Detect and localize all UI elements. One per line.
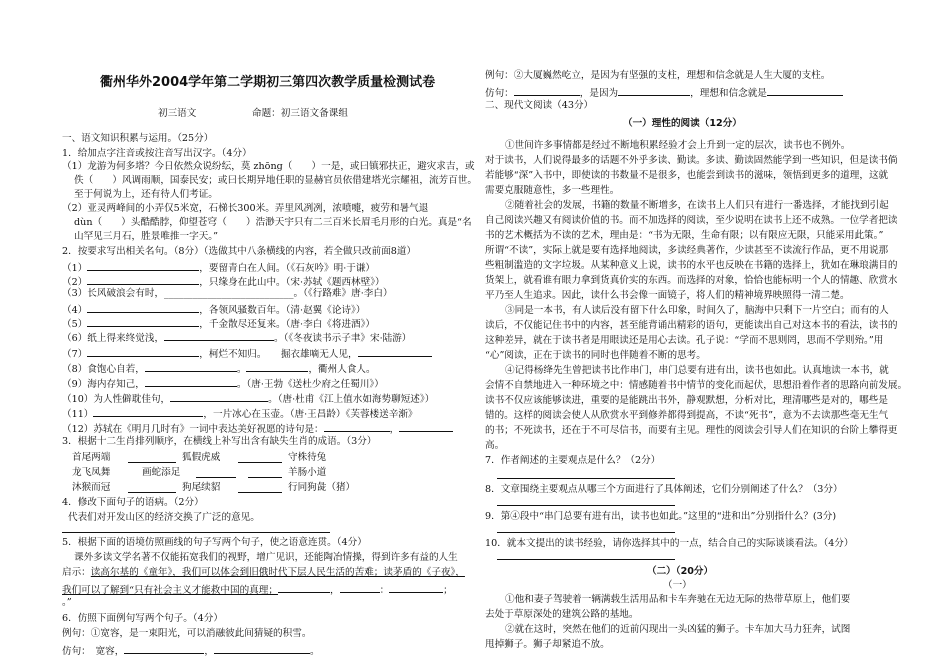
answer-blank[interactable] bbox=[767, 85, 843, 96]
question-3: 3．根据十二生肖排列顺序，在横线上补写出含有缺失生肖的成语。（3分） bbox=[62, 436, 377, 447]
passage-line: 若能够“深”入书中，即使读的书数量不是很多，也能尝到读书的滋味，领悟到更多的道理，这就 bbox=[485, 170, 889, 181]
answer-blank[interactable] bbox=[340, 582, 380, 593]
passage-line: 去处于草原深处的建筑公路的基地。 bbox=[485, 609, 639, 620]
passage-line: 些粗制滥造的文字垃圾。从某种意义上说，读书的水平也反映在书籍的选择上，犹如在琳琅满目的 bbox=[485, 260, 898, 271]
answer-line: （4） ，各领风骚数百年。（清·赵翼《论诗》） bbox=[62, 302, 365, 317]
passage-line: 的书；不死读书，还在于不可尽信书，而要有主见。理性的阅读会引导人们在知识的台阶上攀得更 bbox=[485, 425, 898, 436]
passage-title: （一）理性的阅读（12分） bbox=[623, 118, 742, 129]
answer-blank[interactable] bbox=[278, 582, 330, 593]
passage-line: ①世间许多事情都是经过不断地积累经验才会上升到一定的层次，读书也不例外。 bbox=[505, 140, 851, 151]
passage-line: ②随着社会的发展，书籍的数量不断增多，在读书上人们只有进行一番选择，才能找到引起 bbox=[505, 200, 889, 211]
idiom-item: 画蛇添足 bbox=[142, 467, 181, 478]
passage-line: ②就在这时，突然在他们的近前闪现出一头凶猛的狮子。卡车加大马力狂奔，试图 bbox=[505, 624, 851, 635]
answer-blank[interactable] bbox=[87, 260, 199, 271]
text-line: 我们可以了解到“只有社会主义才能救中国的真理； ， ： ； bbox=[62, 582, 453, 597]
passage-line: 读书不仅应该能够读进，重要的是能跳出书外，静观默想，分析对比，理清哪些是对的，哪些是 bbox=[485, 395, 888, 406]
passage-line: 自己阅读兴趣又有阅读价值的书。而不加选择的阅读，至少说明在读书上还不成熟。一位学者把读 bbox=[485, 215, 898, 226]
answer-line: （7） ，柯烂不知归。 掘衣雄嘀无人见， bbox=[62, 346, 432, 361]
question-2: 2．按要求写出相关名句。（8分）（选做其中八条横线的内容，若全做只改前面8道） bbox=[62, 246, 417, 257]
answer-rule[interactable] bbox=[62, 532, 330, 533]
section-subheading: （二）（20分） bbox=[647, 566, 714, 577]
idiom-item: 羊肠小道 bbox=[288, 467, 327, 478]
answer-rule[interactable] bbox=[497, 505, 675, 506]
passage-line: 平乃至人生追求。因此，读什么书会像一面镜子，将人们的精神境界映照得一清二楚。 bbox=[485, 290, 850, 301]
passage-line: 甩掉狮子。狮子却紧追不放。 bbox=[485, 639, 610, 650]
idiom-item: 狐假虎威 bbox=[182, 452, 221, 463]
question-4: 4．修改下面句子的语病。（2分） bbox=[62, 497, 204, 508]
answer-line: 仿句： ，是因为 ，理想和信念就是 bbox=[485, 85, 843, 100]
answer-line: （11） ，一片冰心在玉壶。（唐·王昌龄）《芙蓉楼送辛渐》 bbox=[62, 406, 418, 421]
exam-subject: 初三语文 bbox=[158, 108, 197, 119]
question-1: 1．给加点字注音或按注音写出汉字。（4分） bbox=[62, 148, 252, 159]
section-heading: 二、现代文阅读（43分） bbox=[485, 100, 594, 111]
passage-line: 读后，不仅能记住书中的内容，甚至能背诵出精彩的语句，更能读出自己对这本书的看法，读书的 bbox=[485, 320, 898, 331]
answer-blank[interactable] bbox=[389, 582, 443, 593]
answer-blank[interactable] bbox=[170, 391, 268, 402]
answer-blank[interactable] bbox=[618, 85, 690, 96]
answer-line: （9）海内存知己， 。（唐·王勃《送杜少府之任蜀川》） bbox=[62, 376, 384, 391]
answer-blank[interactable] bbox=[214, 643, 310, 654]
section-heading: 一、语文知识积累与运用。（25分） bbox=[62, 133, 214, 144]
answer-line: 仿句： 宽容， ， 。 bbox=[62, 643, 320, 658]
question-6: 6．仿照下面例句写两个句子。（4分） bbox=[62, 613, 223, 624]
passage-line: ③同是一本书，有人读后没有留下什么印象，时间久了，脑海中只剩下一片空白；而有的人 bbox=[505, 305, 889, 316]
answer-rule[interactable] bbox=[497, 532, 675, 533]
passage-line: 错的。这样的阅读会使人从欣赏水平到修养都得到提高，不读“死书”，意为不去读那些毫无生气 bbox=[485, 410, 889, 421]
answer-blank[interactable] bbox=[238, 482, 282, 493]
question-7: 7．作者阐述的主要观点是什么？（2分） bbox=[485, 455, 661, 466]
answer-line: （2） ，只缘身在此山中。（宋·苏轼《题西林壁》） bbox=[62, 274, 385, 289]
answer-blank[interactable] bbox=[514, 85, 580, 96]
answer-blank[interactable] bbox=[399, 421, 453, 432]
passage-subheading: （一） bbox=[663, 580, 692, 591]
question-8: 8．文章围绕主要观点从哪三个方面进行了具体阐述，它们分别阐述了什么？（3分） bbox=[485, 484, 843, 495]
answer-blank[interactable] bbox=[128, 452, 176, 463]
answer-line: （6）纸上得来终觉浅， 。（《冬夜读书示子聿》宋·陆游） bbox=[62, 330, 411, 345]
answer-rule[interactable] bbox=[497, 559, 675, 560]
passage-line: 需要克服随意性，多一些理性。 bbox=[485, 185, 620, 196]
text-line: 课外多读文学名著不仅能拓宽我们的视野，增广见识，还能陶冶情操，得到许多有益的人生 bbox=[74, 552, 458, 563]
question-9: 9．第④段中“串门总要有进有出，读书也如此。”这里的“进和出”分别指什么？(3分) bbox=[485, 511, 837, 522]
passage-line: 所谓“不读”，实际上就是要有选择地阅读，多读经典著作，少读甚至不读流行作品，更不用说那 bbox=[485, 245, 889, 256]
passage-line: 货架上，就看谁有眼力拿到货真价实的东西。而选择的对象，恰恰也能标明一个人的情趣、欣赏水 bbox=[485, 275, 898, 286]
answer-blank[interactable] bbox=[145, 376, 237, 387]
answer-blank[interactable] bbox=[128, 482, 176, 493]
answer-blank[interactable] bbox=[87, 316, 199, 327]
question-5: 5．根据下面的语境仿照画线的句子写两个句子，使之语意连贯。（4分） bbox=[62, 537, 367, 548]
answer-blank[interactable] bbox=[246, 361, 308, 372]
exam-title: 衢州华外2004学年第二学期初三第四次教学质量检测试卷 bbox=[100, 75, 436, 90]
answer-line: （10）为人性僻耽佳句， 。（唐·杜甫《江上值水如海势聊短述》） bbox=[62, 391, 434, 406]
passage-line: ④记得杨绛先生曾把读书比作串门，串门总要有进有出，读书也如此。认真地读一本书，就 bbox=[505, 365, 889, 376]
answer-line: （1） ，要留青白在人间。（《石灰吟》明·于谦） bbox=[62, 260, 375, 275]
passage-line: 这种差异，就在于读书者是用眼读还是用心去读。孔子说：“学而不思则罔，思而不学则殆。”用 bbox=[485, 335, 884, 346]
answer-line: （5） ，千金散尽还复来。（唐·李白《将进酒》） bbox=[62, 316, 375, 331]
answer-blank[interactable] bbox=[238, 452, 282, 463]
question-10: 10．就本文提出的读书经验，请你选择其中的一点，结合自己的实际谈谈看法。（4分） bbox=[485, 538, 854, 549]
answer-line: （3）长风破浪会有时，___________________________。（《行路难》唐·李白） bbox=[62, 288, 393, 299]
answer-blank[interactable] bbox=[324, 421, 390, 432]
answer-blank[interactable] bbox=[145, 361, 237, 372]
answer-blank[interactable] bbox=[164, 330, 274, 341]
passage-line: 会情不自禁地进入一种环境之中：情感随着书中情节的变化而起伏，思想沿着作者的思路向前发展。 bbox=[485, 380, 908, 391]
idiom-item: 狗尾续貂 bbox=[182, 482, 221, 493]
text-line: （2）亚灵两峰间的小弄仅5米宽，石梯长300米。弄里风冽冽，浓喷嚏，疲劳和暑气退 bbox=[62, 203, 429, 214]
example-sentence: 例句：②大厦巍然屹立，是因为有坚强的支柱，理想和信念就是人生大厦的支柱。 bbox=[485, 70, 831, 81]
passage-line: ①他和妻子驾驶着一辆满载生活用品和卡车奔驰在无边无际的热带草原上，他们要 bbox=[505, 594, 851, 605]
idiom-item: 守株待兔 bbox=[288, 452, 327, 463]
answer-blank[interactable] bbox=[248, 467, 282, 478]
text-line: 山罕见三月石，胜景唯推一字天。” bbox=[74, 231, 219, 242]
answer-blank[interactable] bbox=[87, 274, 199, 285]
answer-blank[interactable] bbox=[87, 302, 199, 313]
text-line: dùn（ ）头酷酷脖，仰望苍穹（ ）浩渺天宇只有二三百米长眉毛月形的白光。真是“名 bbox=[74, 217, 472, 228]
answer-blank[interactable] bbox=[196, 467, 236, 478]
idiom-item: 沐猴而冠 bbox=[72, 482, 111, 493]
text-line: （1）龙游为何多塔？今日依然众说纷纭，莫 zhōng（ ）一是，或曰镇邪扶正，避灾求吉，或 bbox=[62, 161, 475, 172]
idiom-item: 行同狗彘（猪） bbox=[288, 482, 356, 493]
text-line: 启示：读高尔基的《童年》，我们可以体会到旧俄时代下层人民生活的苦难；读茅盾的《子夜》， bbox=[62, 567, 465, 578]
passage-line: 对于读书，人们说得最多的话题不外乎多读、勤读。多读、勤读固然能学到一些知识，但是读书倘 bbox=[485, 155, 898, 166]
answer-line: （8）食饱心自若， 。 ，衢州人食人。 bbox=[62, 361, 376, 376]
text-line: 。” bbox=[62, 597, 72, 608]
answer-blank[interactable] bbox=[93, 406, 203, 417]
answer-rule[interactable] bbox=[497, 478, 675, 479]
passage-line: “心”阅读，正在于读书的同时也伴随着不断的思考。 bbox=[485, 350, 706, 361]
idiom-item: 龙飞凤舞 bbox=[72, 467, 111, 478]
idiom-item: 首尾两端 bbox=[72, 452, 111, 463]
answer-blank[interactable] bbox=[87, 346, 199, 357]
example-sentence: 例句：①宽容，是一束阳光，可以消融彼此间猜疑的积雪。 bbox=[62, 628, 312, 639]
answer-blank[interactable] bbox=[124, 643, 204, 654]
text-line: 至于何说为上，还有待人们考证。 bbox=[74, 189, 218, 200]
passage-line: 高。 bbox=[485, 440, 505, 451]
text-line: 代表们对开发山区的经济交换了广泛的意见。 bbox=[68, 512, 260, 523]
answer-blank[interactable] bbox=[358, 346, 432, 357]
answer-line: （12）苏轼在《明月几时有》一词中表达美好祝愿的诗句是： ， bbox=[62, 421, 453, 436]
passage-line: 书的艺术概括为不读的艺术，理由是：“书为无限，生命有限；以有限应无限，只能采用此策。” bbox=[485, 230, 884, 241]
text-line: 佚（ ）风调雨顺，国泰民安；或曰长期异地任职的显赫官员依借建塔光宗耀祖，流芳百世。 bbox=[74, 175, 477, 186]
exam-setter: 命题：初三语文备课组 bbox=[252, 108, 348, 119]
